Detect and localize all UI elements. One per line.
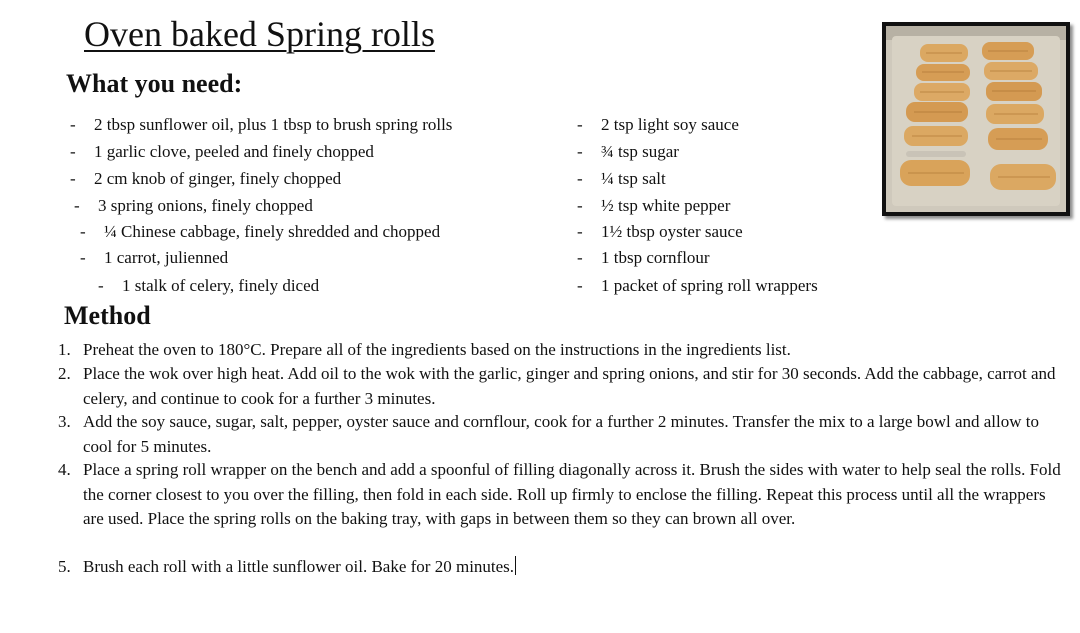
spring-rolls-photo	[882, 22, 1070, 216]
spring-rolls-image	[886, 26, 1066, 212]
step-text[interactable]	[83, 555, 1068, 580]
list-dash: -	[74, 196, 80, 215]
method-step	[58, 410, 1068, 459]
ingredient-text: 1½ tbsp oyster sauce	[601, 222, 743, 241]
ingredient-item	[577, 247, 710, 269]
ingredient-item	[577, 114, 739, 136]
list-dash: -	[577, 222, 583, 241]
step-text: Preheat the oven to 180°C. Prepare all of the ingredients based on the instructions in the ingredients list.	[83, 340, 791, 359]
list-dash: -	[577, 248, 583, 267]
step-number: 3.	[58, 412, 71, 431]
step-number: 4.	[58, 460, 71, 479]
ingredients-heading: What you need:	[66, 69, 243, 98]
ingredient-item	[577, 195, 730, 217]
ingredient-item	[74, 195, 313, 217]
list-dash: -	[577, 115, 583, 134]
ingredient-item	[577, 168, 666, 190]
ingredient-text: ¾ tsp sugar	[601, 142, 679, 161]
method-step	[58, 458, 1068, 532]
ingredient-text: 1 tbsp cornflour	[601, 248, 710, 267]
ingredient-text: ½ tsp white pepper	[601, 196, 731, 215]
ingredient-text: 2 cm knob of ginger, finely chopped	[94, 169, 342, 188]
ingredient-item	[80, 221, 440, 243]
list-dash: -	[577, 142, 583, 161]
ingredient-text: ¼ Chinese cabbage, finely shredded and chopped	[104, 222, 441, 241]
ingredient-text: 2 tsp light soy sauce	[601, 115, 739, 134]
list-dash: -	[98, 276, 104, 295]
method-step	[58, 338, 1068, 363]
ingredient-item	[98, 275, 319, 297]
ingredient-item	[80, 247, 228, 269]
ingredient-text: ¼ tsp salt	[601, 169, 666, 188]
method-step	[58, 362, 1068, 411]
ingredient-text: 1 stalk of celery, finely diced	[122, 276, 320, 295]
ingredient-item	[577, 221, 743, 243]
method-step	[58, 555, 1068, 580]
list-dash: -	[70, 115, 76, 134]
list-dash: -	[577, 196, 583, 215]
ingredient-text: 2 tbsp sunflower oil, plus 1 tbsp to brush spring rolls	[94, 115, 453, 134]
method-heading: Method	[64, 301, 151, 330]
list-dash: -	[577, 169, 583, 188]
step-text: Place the wok over high heat. Add oil to the wok with the garlic, ginger and spring onions, and stir for 30 seconds. Add the cabbage, carrot and celery, and continue to cook for a further 3 minutes.	[83, 364, 1056, 408]
step-number: 1.	[58, 340, 71, 359]
list-dash: -	[70, 142, 76, 161]
ingredient-item	[577, 275, 818, 297]
list-dash: -	[80, 248, 86, 267]
ingredient-item	[577, 141, 679, 163]
list-dash: -	[577, 276, 583, 295]
ingredient-text: 1 packet of spring roll wrappers	[601, 276, 818, 295]
ingredient-text: 1 garlic clove, peeled and finely chopped	[94, 142, 374, 161]
text-cursor	[515, 556, 516, 575]
recipe-title: Oven baked Spring rolls	[84, 14, 435, 54]
step-number: 5.	[58, 557, 71, 576]
step-number: 2.	[58, 364, 71, 383]
ingredient-item	[70, 168, 341, 190]
ingredient-item	[70, 141, 374, 163]
step-text-content: Brush each roll with a little sunflower oil. Bake for 20 minutes.	[83, 557, 515, 576]
list-dash: -	[70, 169, 76, 188]
list-dash: -	[80, 222, 86, 241]
ingredient-text: 1 carrot, julienned	[104, 248, 229, 267]
step-text: Place a spring roll wrapper on the bench and add a spoonful of filling diagonally across it. Brush the sides with water to help seal the rolls. Fold the corner closest to you over the filling, then fold in each side. Roll up firmly to enclose the filling. Repeat this process until all the wrappers are used. Place the spring rolls on the baking tray, with gaps in between them so they can brown all over.	[83, 460, 1061, 528]
step-text: Add the soy sauce, sugar, salt, pepper, oyster sauce and cornflour, cook for a further 2 minutes. Transfer the mix to a large bowl and allow to cool for 5 minutes.	[83, 412, 1040, 456]
ingredient-text: 3 spring onions, finely chopped	[98, 196, 313, 215]
ingredient-item	[70, 114, 452, 136]
